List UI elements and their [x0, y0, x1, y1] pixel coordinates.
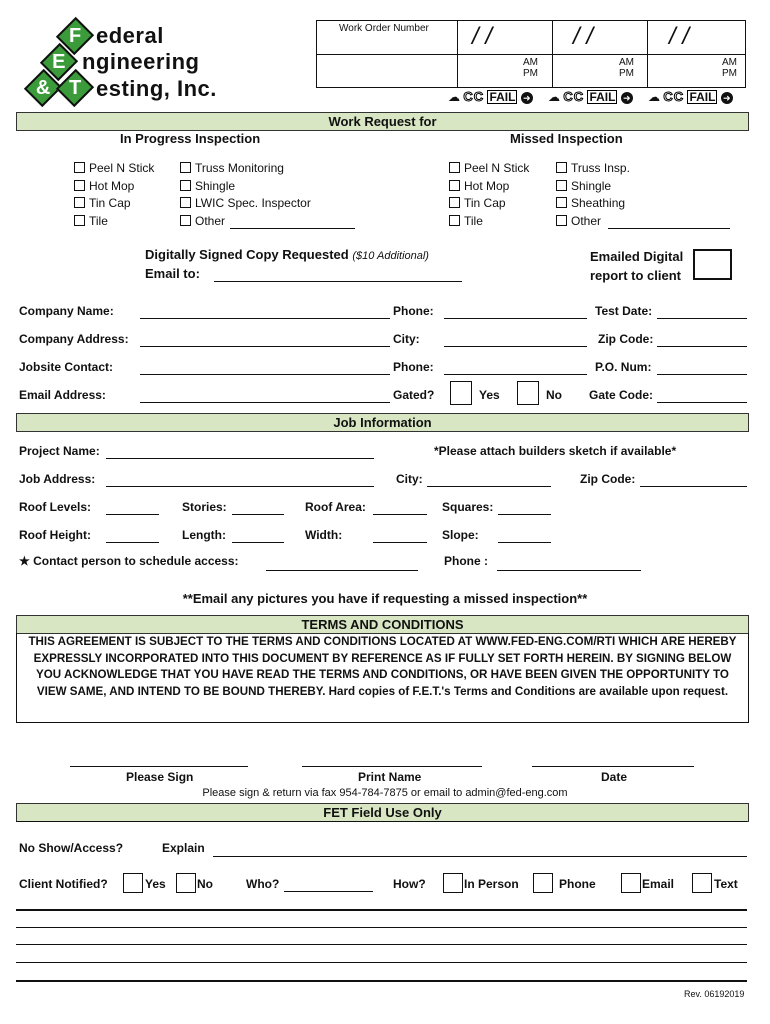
rain-cloud-icon: ☁ — [548, 90, 560, 104]
please-sign-label: Please Sign — [126, 770, 194, 784]
checkbox-truss-monitoring[interactable]: Truss Monitoring — [180, 160, 311, 178]
missed-checkbox-hot-mop[interactable]: Hot Mop — [449, 178, 529, 196]
company-zip-input[interactable] — [657, 346, 747, 347]
company-name-label: Company Name: — [19, 304, 114, 318]
roof-levels-input[interactable] — [106, 514, 159, 515]
company-address-label: Company Address: — [19, 332, 129, 346]
job-city-input[interactable] — [427, 486, 551, 487]
gated-yes-label: Yes — [479, 388, 500, 402]
work-request-header: Work Request for — [16, 112, 749, 131]
ampm-3[interactable]: AM PM — [722, 57, 737, 79]
other-input-line[interactable] — [230, 228, 355, 229]
terms-text: THIS AGREEMENT IS SUBJECT TO THE TERMS AND CONDITIONS LOCATED AT WWW.FED-ENG.COM/RTI WHICH ARE HEREBY EXPRESSLY INCORPORATED INTO THIS DOCUMENT BY REFERENCE AS IF FULLY SET FORTH HEREIN. BY SIGNING BELOW YOU ACKNOWLEDGE THAT YOU HAVE READ THE TERMS AND CONDITIONS, OR HAVE BEEN GIVEN THE OPPORTUNITY TO VIEW SAME, AND INTEND TO BE BOUND THEREBY. Hard copies of F.E.T.'s Terms and Conditions are available upon request. — [28, 635, 737, 698]
missed-title: Missed Inspection — [510, 131, 623, 146]
width-input[interactable] — [373, 542, 427, 543]
job-zip-input[interactable] — [640, 486, 747, 487]
date-field-2[interactable]: / / — [573, 23, 594, 50]
po-num-label: P.O. Num: — [595, 360, 652, 374]
client-notified-label: Client Notified? — [19, 877, 108, 891]
notes-line-3[interactable] — [16, 944, 747, 945]
company-address-input[interactable] — [140, 346, 390, 347]
missed-checkbox-other[interactable]: Other — [556, 213, 630, 231]
gated-yes-checkbox[interactable] — [450, 381, 472, 405]
digital-copy-label: Digitally Signed Copy Requested ($10 Additional) — [145, 247, 429, 262]
cc-label: CC — [563, 89, 585, 104]
notes-line-2[interactable] — [16, 927, 747, 928]
logo-letter-f: F — [56, 17, 94, 55]
checkbox-tin-cap[interactable]: Tin Cap — [74, 195, 154, 213]
company-city-label: City: — [393, 332, 420, 346]
text-checkbox[interactable] — [692, 873, 712, 893]
roof-height-input[interactable] — [106, 542, 159, 543]
logo-letter-t: T — [56, 69, 94, 107]
company-zip-label: Zip Code: — [598, 332, 654, 346]
jobsite-contact-label: Jobsite Contact: — [19, 360, 114, 374]
email-checkbox[interactable] — [621, 873, 641, 893]
status-group-3 — [648, 89, 733, 104]
date-label: Date — [601, 770, 628, 784]
who-label: Who? — [246, 877, 280, 891]
cc-label: CC — [663, 89, 685, 104]
date-field-3[interactable]: / / — [669, 23, 690, 50]
terms-header: TERMS AND CONDITIONS — [16, 615, 749, 634]
stories-input[interactable] — [232, 514, 284, 515]
email-to-input[interactable] — [214, 281, 462, 282]
missed-checkbox-shingle[interactable]: Shingle — [556, 178, 630, 196]
contact-person-row: ★ Contact person to schedule access: — [19, 554, 239, 568]
po-num-input[interactable] — [657, 374, 747, 375]
terms-box — [16, 633, 749, 723]
notes-line-4[interactable] — [16, 962, 747, 963]
explain-label: Explain — [162, 841, 205, 855]
test-date-input[interactable] — [657, 318, 747, 319]
text-label: Text — [714, 877, 738, 891]
missed-checkbox-tin-cap[interactable]: Tin Cap — [449, 195, 529, 213]
fail-label: FAIL — [489, 90, 516, 104]
gated-label: Gated? — [393, 388, 435, 402]
status-group-1 — [448, 89, 533, 104]
roof-area-label: Roof Area: — [305, 500, 366, 514]
cc-label: CC — [463, 89, 485, 104]
gate-code-label: Gate Code: — [589, 388, 654, 402]
explain-input[interactable] — [213, 856, 747, 857]
missed-checkbox-sheathing[interactable]: Sheathing — [556, 195, 630, 213]
roof-levels-label: Roof Levels: — [19, 500, 92, 514]
job-address-input[interactable] — [106, 486, 374, 487]
arrow-right-icon: ➜ — [721, 92, 733, 104]
company-name-input[interactable] — [140, 318, 390, 319]
checkbox-shingle[interactable]: Shingle — [180, 178, 311, 196]
client-notified-yes-checkbox[interactable] — [123, 873, 143, 893]
slope-label: Slope: — [442, 528, 479, 542]
missed-checkbox-peel-n-stick[interactable]: Peel N Stick — [449, 160, 529, 178]
fail-label: FAIL — [589, 90, 616, 104]
revision-label: Rev. 06192019 — [684, 989, 745, 999]
contact-phone-label: Phone : — [444, 554, 488, 568]
squares-input[interactable] — [498, 514, 551, 515]
width-label: Width: — [305, 528, 343, 542]
roof-height-label: Roof Height: — [19, 528, 91, 542]
job-zip-label: Zip Code: — [580, 472, 636, 486]
client-notified-no-label: No — [197, 877, 213, 891]
work-order-box — [316, 20, 746, 88]
stories-label: Stories: — [182, 500, 227, 514]
slope-input[interactable] — [498, 542, 551, 543]
logo-letter-e: E — [40, 43, 78, 81]
missed-col2 — [556, 160, 630, 230]
email-address-label: Email Address: — [19, 388, 106, 402]
arrow-right-icon: ➜ — [521, 92, 533, 104]
notes-line-1[interactable] — [16, 909, 747, 911]
print-name-line[interactable] — [302, 766, 482, 767]
in-person-label: In Person — [464, 877, 519, 891]
jobsite-phone-label: Phone: — [393, 360, 434, 374]
gate-code-input[interactable] — [657, 402, 747, 403]
emailed-report-label: Emailed Digital report to client — [590, 249, 684, 283]
field-use-header: FET Field Use Only — [16, 803, 749, 822]
test-date-label: Test Date: — [595, 304, 653, 318]
gated-no-checkbox[interactable] — [517, 381, 539, 405]
logo-letter-amp: & — [24, 69, 62, 107]
contact-person-input[interactable] — [266, 570, 418, 571]
in-progress-col2 — [180, 160, 311, 230]
jobsite-phone-input[interactable] — [444, 374, 587, 375]
checkbox-other[interactable]: Other — [180, 213, 311, 231]
rain-cloud-icon: ☁ — [448, 90, 460, 104]
missed-other-input-line[interactable] — [608, 228, 730, 229]
contact-phone-input[interactable] — [497, 570, 641, 571]
ampm-2[interactable]: AM PM — [619, 57, 634, 79]
in-person-checkbox[interactable] — [443, 873, 463, 893]
client-notified-no-checkbox[interactable] — [176, 873, 196, 893]
date-line[interactable] — [532, 766, 694, 767]
roof-area-input[interactable] — [373, 514, 427, 515]
in-progress-col1 — [74, 160, 154, 230]
length-label: Length: — [182, 528, 226, 542]
notes-line-5[interactable] — [16, 980, 747, 982]
company-phone-input[interactable] — [444, 318, 587, 319]
logo-line-1: ederal — [96, 23, 164, 48]
emailed-report-checkbox[interactable] — [693, 249, 732, 280]
checkbox-hot-mop[interactable]: Hot Mop — [74, 178, 154, 196]
project-name-label: Project Name: — [19, 444, 100, 458]
logo-line-3: esting, Inc. — [96, 76, 217, 101]
fail-label: FAIL — [689, 90, 716, 104]
checkbox-lwic[interactable]: LWIC Spec. Inspector — [180, 195, 311, 213]
signature-line[interactable] — [70, 766, 248, 767]
phone-label: Phone — [559, 877, 596, 891]
job-city-label: City: — [396, 472, 423, 486]
no-show-label: No Show/Access? — [19, 841, 124, 855]
in-progress-title: In Progress Inspection — [120, 131, 261, 146]
company-phone-label: Phone: — [393, 304, 434, 318]
checkbox-peel-n-stick[interactable]: Peel N Stick — [74, 160, 154, 178]
rain-cloud-icon: ☁ — [648, 90, 660, 104]
length-input[interactable] — [232, 542, 284, 543]
email-to-label: Email to: — [145, 266, 200, 281]
project-name-input[interactable] — [106, 458, 374, 459]
email-label: Email — [642, 877, 675, 891]
return-note: Please sign & return via fax 954-784-7875 or email to admin@fed-eng.com — [202, 787, 568, 799]
sketch-note: *Please attach builders sketch if available* — [434, 444, 677, 458]
job-information-header: Job Information — [16, 413, 749, 432]
ampm-1[interactable]: AM PM — [523, 57, 538, 79]
pictures-note: **Email any pictures you have if requesting a missed inspection** — [182, 591, 588, 606]
squares-label: Squares: — [442, 500, 494, 514]
missed-col1 — [449, 160, 529, 230]
who-input[interactable] — [284, 891, 373, 892]
phone-checkbox[interactable] — [533, 873, 553, 893]
work-order-label: Work Order Number — [339, 23, 429, 34]
status-group-2 — [548, 89, 633, 104]
email-address-input[interactable] — [140, 402, 390, 403]
company-city-input[interactable] — [444, 346, 587, 347]
missed-checkbox-tile[interactable]: Tile — [449, 213, 529, 231]
print-name-label: Print Name — [358, 770, 422, 784]
date-field-1[interactable]: / / — [472, 23, 493, 50]
job-address-label: Job Address: — [19, 472, 96, 486]
arrow-right-icon: ➜ — [621, 92, 633, 104]
how-label: How? — [393, 877, 426, 891]
client-notified-yes-label: Yes — [145, 877, 166, 891]
checkbox-tile[interactable]: Tile — [74, 213, 154, 231]
star-icon: ★ — [19, 554, 30, 568]
jobsite-contact-input[interactable] — [140, 374, 390, 375]
missed-checkbox-truss-insp[interactable]: Truss Insp. — [556, 160, 630, 178]
gated-no-label: No — [546, 388, 562, 402]
logo-line-2: ngineering — [82, 49, 200, 74]
